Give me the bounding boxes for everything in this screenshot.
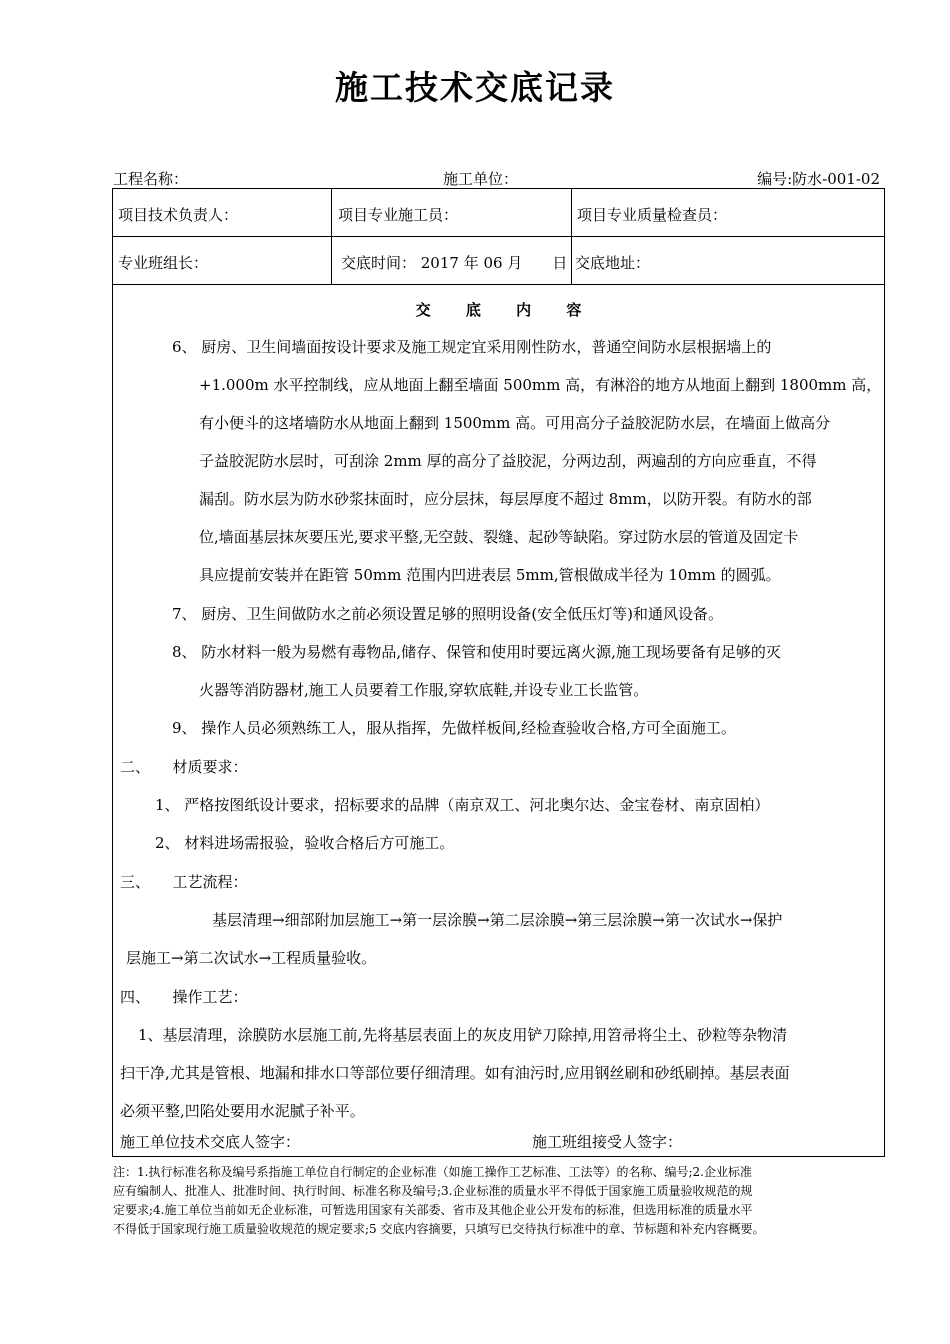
content-line: 7、 厨房、卫生间做防水之前必须设置足够的照明设备(安全低压灯等)和通风设备。 (172, 605, 724, 623)
footnote-line: 注：1.执行标准名称及编号系指施工单位自行制定的企业标准（如施工操作工艺标准、工法等）的名称、编号;2.企业标准 (113, 1165, 752, 1179)
row-divider (112, 236, 885, 237)
tech-lead-field: 项目技术负责人： (118, 206, 239, 224)
record-table (112, 188, 885, 1157)
section-heading: 四、 操作工艺： (120, 988, 248, 1006)
row-divider (112, 284, 885, 285)
discloser-signature-label: 施工单位技术交底人签字： (120, 1133, 301, 1151)
content-line: 位,墙面基层抹灰要压光,要求平整,无空鼓、裂缝、起砂等缺陷。穿过防水层的管道及固定卡 (199, 528, 799, 546)
content-line: 1、 严格按图纸设计要求，招标要求的品牌（南京双工、河北奥尔达、金宝卷材、南京固柏） (155, 796, 770, 814)
heading-char: 底 (465, 301, 481, 319)
disclosure-time-field: 交底时间： 2017 年 06 月 日 (341, 254, 568, 272)
footnote-line: 应有编制人、批准人、批准时间、执行时间、标准名称及编号;3.企业标准的质量水平不得低于国家施工质量验收规范的规 (113, 1184, 753, 1198)
column-divider (571, 188, 572, 284)
heading-char: 交 (415, 301, 431, 319)
section-heading: 三、 工艺流程： (120, 873, 248, 891)
content-line: 9、 操作人员必须熟练工人，服从指挥，先做样板间,经检查验收合格,方可全面施工。 (172, 719, 736, 737)
content-line: 漏刮。防水层为防水砂浆抹面时，应分层抹，每层厚度不超过 8mm，以防开裂。有防水的部 (199, 490, 812, 508)
construction-unit-label: 施工单位： (443, 170, 519, 188)
heading-char: 容 (566, 301, 582, 319)
disclosure-place-field: 交底地址： (575, 254, 651, 272)
content-line: 6、 厨房、卫生间墙面按设计要求及施工规定宜采用刚性防水，普通空间防水层根据墙上的 (172, 338, 772, 356)
serial-number: 编号:防水-001-02 (757, 170, 880, 188)
constructor-field: 项目专业施工员： (338, 206, 459, 224)
content-line: 火器等消防器材,施工人员要着工作服,穿软底鞋,并设专业工长监管。 (199, 681, 649, 699)
inspector-field: 项目专业质量检查员： (577, 206, 728, 224)
team-leader-field: 专业班组长： (118, 254, 209, 272)
project-name-label: 工程名称： (113, 170, 189, 188)
section-heading: 二、 材质要求： (120, 758, 248, 776)
content-line: 扫干净,尤其是管根、地漏和排水口等部位要仔细清理。如有油污时,应用钢丝刷和砂纸刷掉。基层表面 (120, 1064, 790, 1082)
content-line: 8、 防水材料一般为易燃有毒物品,储存、保管和使用时要远离火源,施工现场要备有足够的灭 (172, 643, 781, 661)
heading-char: 内 (516, 301, 532, 319)
footnote-line: 不得低于国家现行施工质量验收规范的规定要求;5 交底内容摘要，只填写已交待执行标准中的章、节标题和补充内容概要。 (113, 1222, 765, 1236)
receiver-signature-label: 施工班组接受人签字： (532, 1133, 683, 1151)
footnote-line: 定要求;4.施工单位当前如无企业标准，可暂选用国家有关部委、省市及其他企业公开发布的标准，但选用标准的质量水平 (113, 1203, 753, 1217)
content-line: 子益胶泥防水层时，可刮涂 2mm 厚的高分了益胶泥，分两边刮，两遍刮的方向应垂直，不得 (199, 452, 817, 470)
content-line: 层施工→第二次试水→工程质量验收。 (126, 949, 377, 967)
content-line: 基层清理→细部附加层施工→第一层涂膜→第二层涂膜→第三层涂膜→第一次试水→保护 (212, 911, 783, 929)
content-line: +1.000m 水平控制线，应从地面上翻至墙面 500mm 高，有淋浴的地方从地面上翻到 1800mm 高， (199, 376, 882, 394)
document-title: 施工技术交底记录 (335, 68, 615, 107)
content-heading (113, 299, 884, 320)
column-divider (331, 188, 332, 284)
content-line: 必须平整,凹陷处要用水泥腻子补平。 (120, 1102, 365, 1120)
content-line: 有小便斗的这堵墙防水从地面上翻到 1500mm 高。可用高分子益胶泥防水层，在墙面上做高分 (199, 414, 831, 432)
content-line: 具应提前安装并在距管 50mm 范围内凹进表层 5mm,管根做成半径为 10mm 的圆弧。 (199, 566, 781, 584)
content-line: 2、 材料进场需报验，验收合格后方可施工。 (155, 834, 455, 852)
content-line: 1、基层清理，涂膜防水层施工前,先将基层表面上的灰皮用铲刀除掉,用笤帚将尘土、砂粒等杂物清 (138, 1026, 788, 1044)
